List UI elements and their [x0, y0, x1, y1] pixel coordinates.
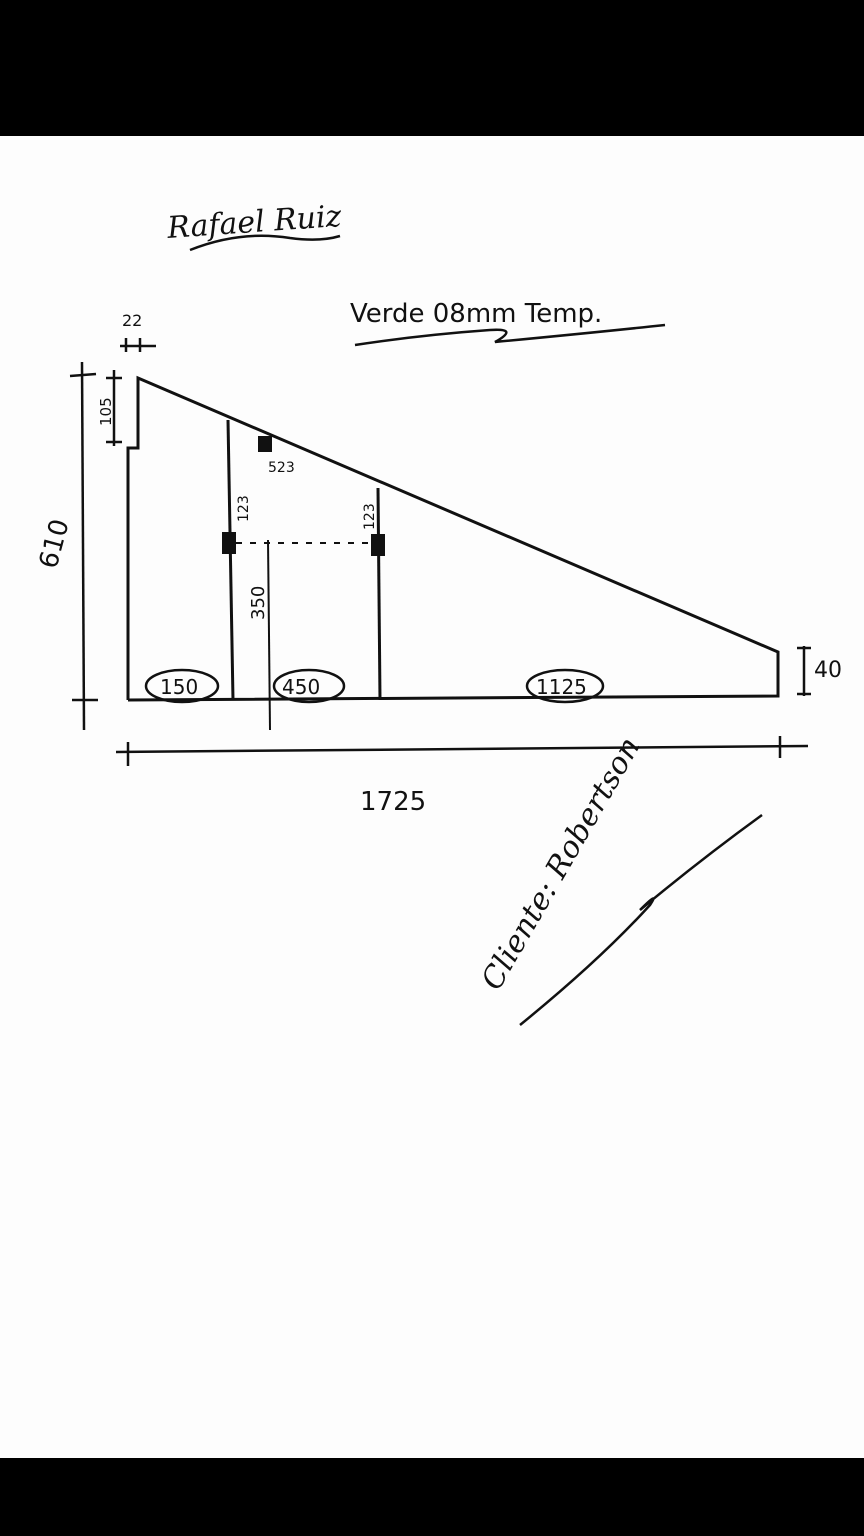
client-note-text: Cliente: Robertson	[474, 731, 648, 996]
hole-top	[258, 436, 272, 452]
hole-height-label: 350	[248, 585, 269, 620]
bottom-frame-bar	[0, 1458, 864, 1536]
total-width-label: 1725	[360, 787, 427, 817]
hole-spacing-label: 523	[268, 460, 295, 476]
segment-2-label: 450	[282, 675, 321, 699]
step-height-label: 105	[97, 397, 115, 426]
hole-offset-a-label: 123	[236, 495, 252, 522]
material-note-text: Verde 08mm Temp.	[350, 299, 603, 329]
segment-3-label: 1125	[536, 675, 587, 699]
hole-offset-b-label: 123	[362, 503, 378, 530]
vertical-line-b	[378, 488, 380, 700]
top-frame-bar	[0, 0, 864, 136]
right-height-label: 40	[814, 658, 842, 683]
segment-1-label: 150	[160, 675, 199, 699]
signature-top-text: Rafael Ruiz	[166, 198, 343, 246]
hole-left	[222, 532, 236, 554]
total-height-label: 610	[33, 516, 76, 572]
top-offset-label: 22	[122, 311, 143, 330]
hole-right	[371, 534, 385, 556]
